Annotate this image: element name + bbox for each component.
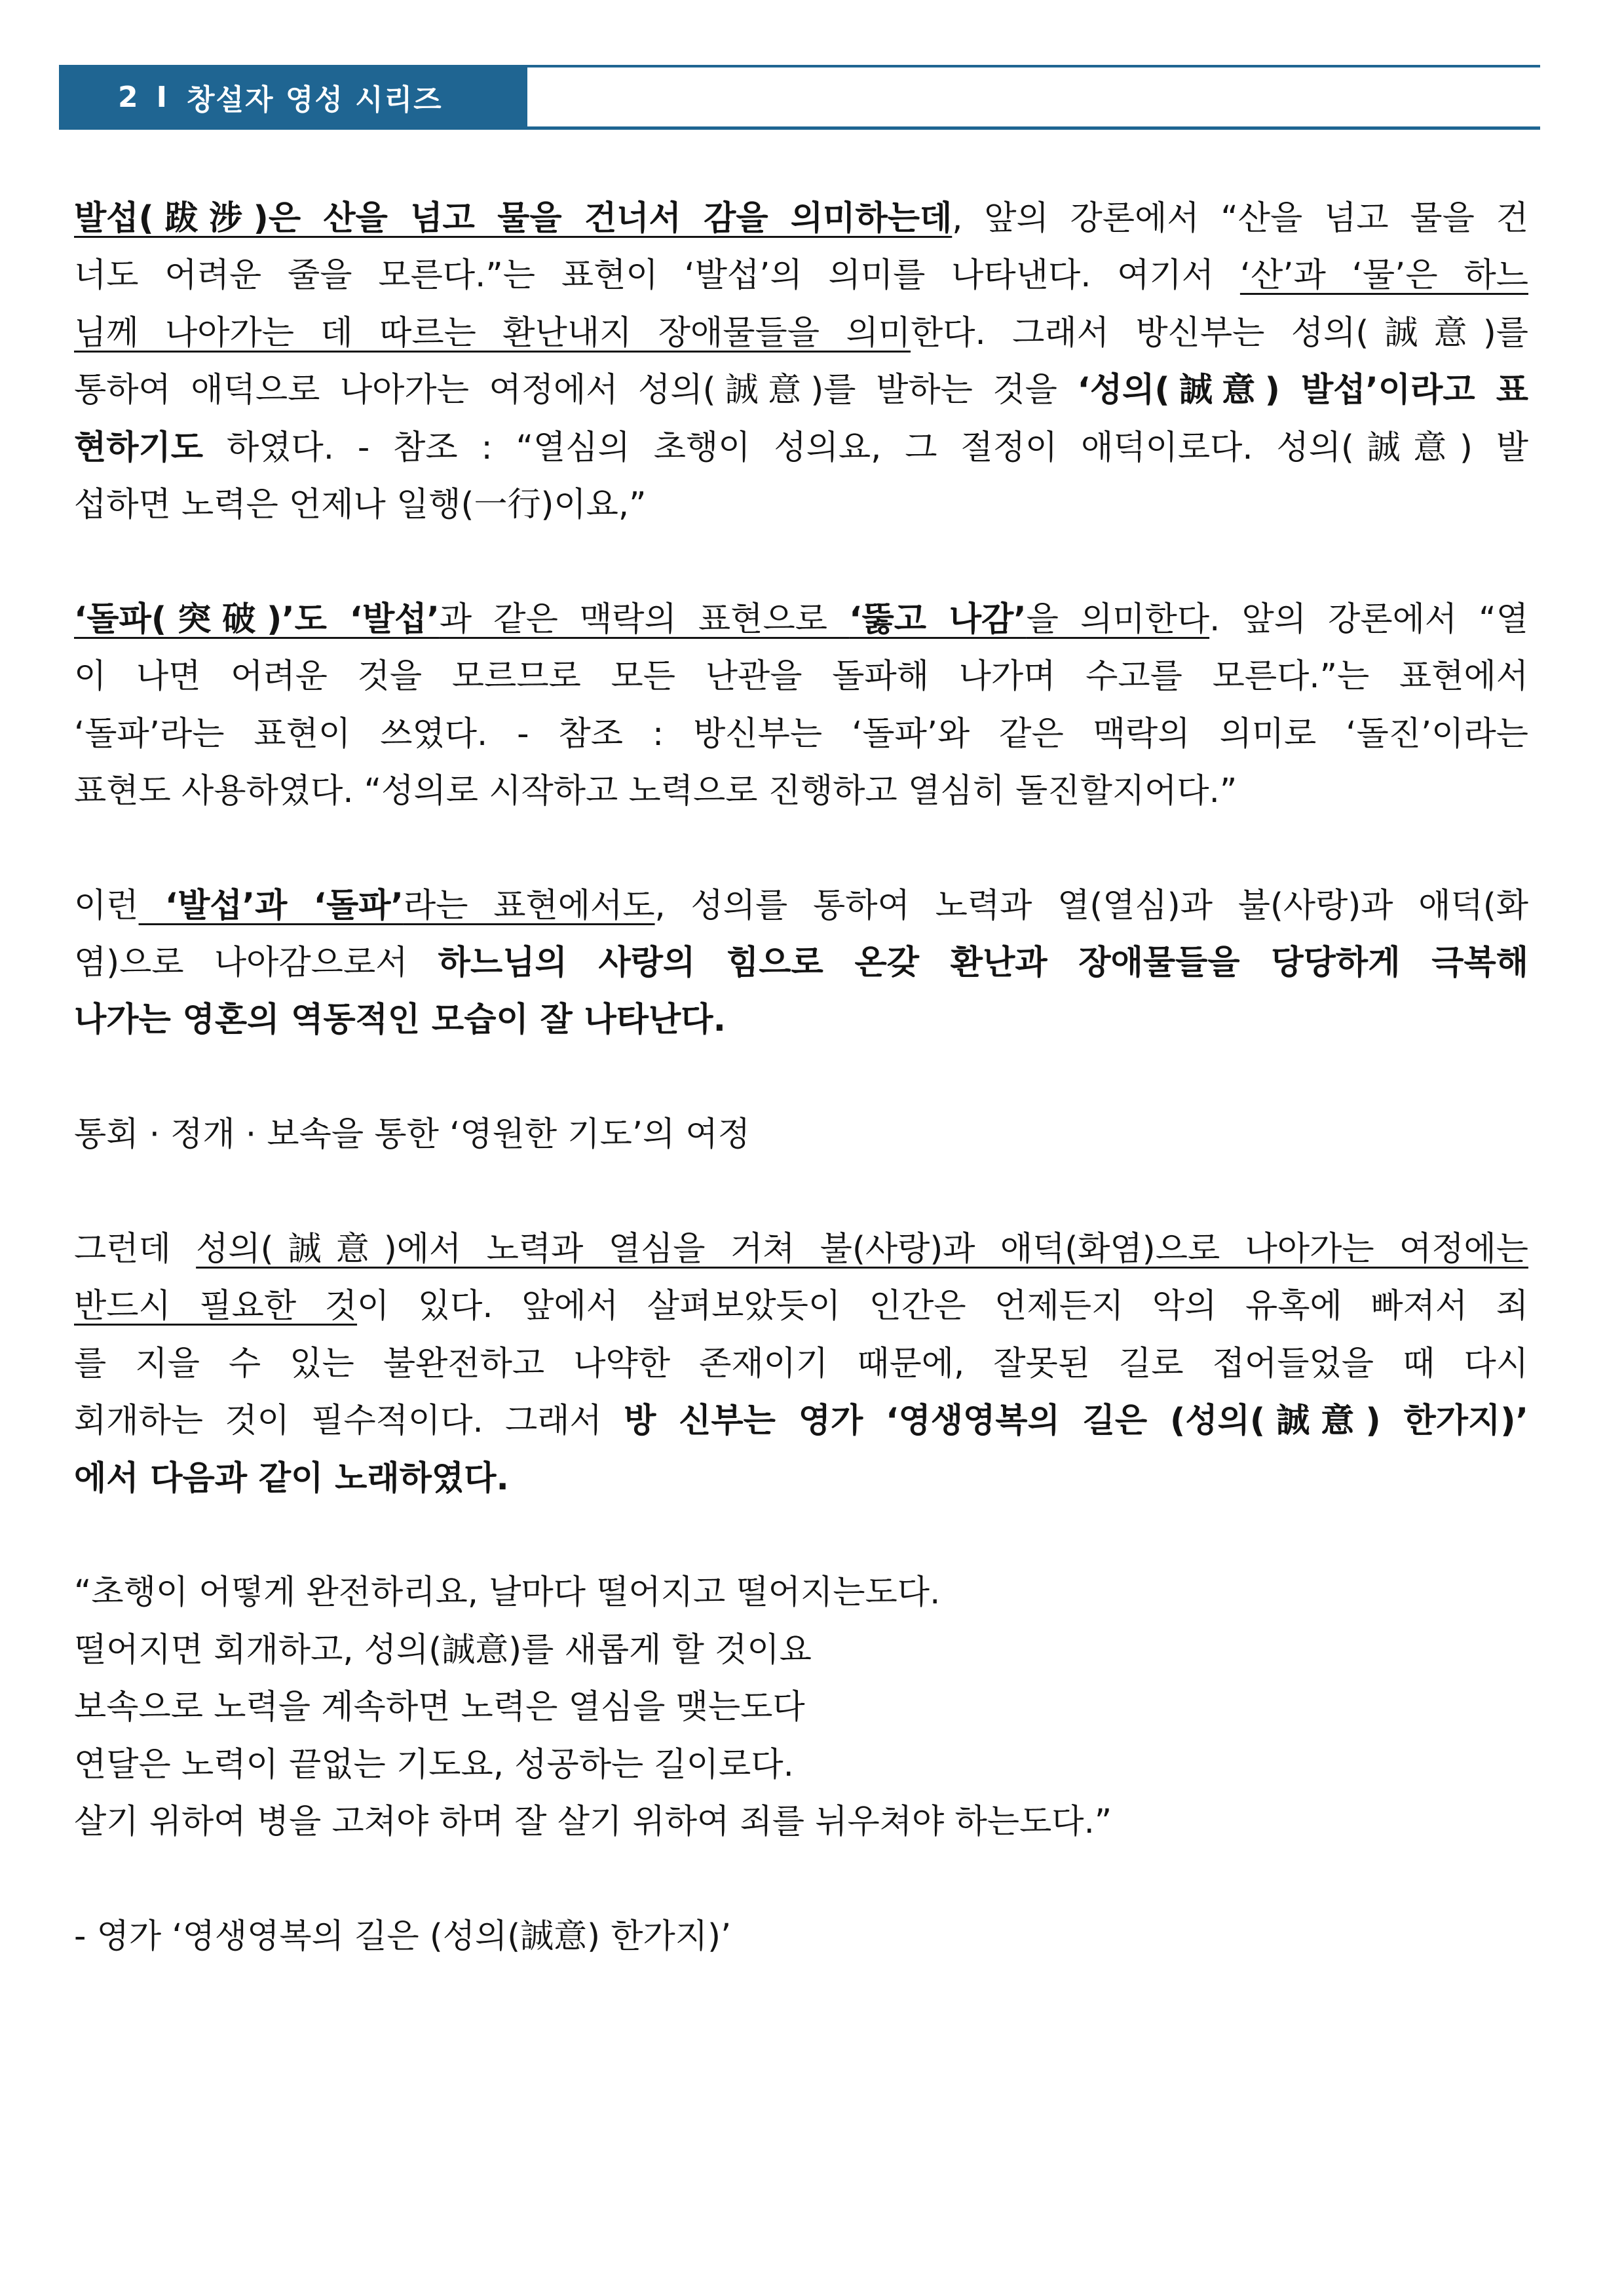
text-segment: 표현도 사용하였다. “성의로 시작하고 노력으로 진행하고 열심히 돌진할지어다.” (74, 771, 1237, 811)
emphasized-text: 반드시 필요한 것 (74, 1287, 358, 1326)
header-bar (59, 67, 527, 126)
text-line (74, 1450, 1528, 1507)
text-segment: 하였다. - 참조 : “열심의 초행이 성의요, 그 절정이 애덕이로다. 성의(誠意) 발 (203, 428, 1528, 467)
emphasized-text: 에서 다음과 같이 노래하였다. (74, 1459, 509, 1498)
paragraph (74, 591, 1528, 820)
text-line (74, 1392, 1528, 1449)
text-line (74, 763, 1528, 820)
text-line (74, 1278, 1528, 1335)
text-line (74, 1908, 1528, 1965)
text-segment: 이런 (74, 886, 139, 925)
emphasized-text: 을 의미한다 (1026, 600, 1210, 639)
emphasized-text: ‘발섭’과 ‘돌파’ (138, 886, 404, 925)
emphasized-text: ‘뚫고 나감’ (849, 600, 1027, 639)
emphasized-text: 라는 표현에서도 (403, 886, 655, 925)
text-segment: 이 나면 어려운 것을 모르므로 모든 난관을 돌파해 나가며 수고를 모른다.”는 표현에서 (74, 657, 1528, 697)
emphasized-text: 방 신부는 영가 ‘영생영복의 길은 (성의(誠意) 한가지)’ (624, 1402, 1528, 1441)
text-segment: ‘돌파’라는 표현이 쓰였다. - 참조 : 방신부는 ‘돌파’와 같은 맥락의 의미로 ‘돌진’이라는 (74, 714, 1528, 754)
text-segment: 염)으로 나아감으로서 (74, 944, 438, 983)
text-segment: 통회 · 정개 · 보속을 통한 ‘영원한 기도’의 여정 (74, 1115, 751, 1155)
text-segment: 회개하는 것이 필수적이다. 그래서 (74, 1402, 624, 1441)
emphasized-text: 나가는 영혼의 역동적인 모습이 잘 나타난다. (74, 1001, 726, 1040)
text-line (74, 591, 1528, 648)
emphasized-text: 발섭(跋涉)은 산을 넘고 물을 건너서 감을 의미하는데 (74, 199, 953, 238)
verse-block (74, 1564, 1528, 1850)
series-title: 창설자 영성 시리즈 (187, 83, 443, 117)
emphasized-text: 님께 나아가는 데 따르는 환난내지 장애물들을 의미 (74, 313, 911, 353)
text-segment: 연달은 노력이 끝없는 기도요, 성공하는 길이로다. (74, 1745, 794, 1784)
paragraph (74, 877, 1528, 1049)
text-line (74, 362, 1528, 419)
emphasized-text: 하느님의 사랑의 힘으로 온갖 환난과 장애물들을 당당하게 극복해 (438, 944, 1528, 983)
text-line (74, 305, 1528, 362)
article-body (74, 190, 1528, 2023)
text-line (74, 648, 1528, 705)
text-segment: 한다. 그래서 방신부는 성의(誠意)를 (911, 313, 1528, 353)
paragraph (74, 1221, 1528, 1507)
emphasized-text: 과 같은 맥락의 표현으로 (439, 600, 850, 639)
text-segment: 통하여 애덕으로 나아가는 여정에서 성의(誠意)를 발하는 것을 (74, 371, 1078, 410)
text-segment: 살기 위하여 병을 고쳐야 하며 잘 살기 위하여 죄를 뉘우쳐야 하는도다.” (74, 1802, 1112, 1841)
text-line (74, 877, 1528, 934)
text-segment: - 영가 ‘영생영복의 길은 (성의(誠意) 한가지)’ (74, 1917, 732, 1956)
header-separator: I (156, 80, 167, 114)
text-segment: 섭하면 노력은 언제나 일행(一行)이요,” (74, 485, 647, 524)
text-segment: 이 있다. 앞에서 살펴보았듯이 인간은 언제든지 악의 유혹에 빠져서 죄 (357, 1287, 1528, 1326)
emphasized-text: ‘돌파(突破)’도 ‘발섭’ (74, 600, 440, 639)
text-line (74, 706, 1528, 763)
text-line (74, 1622, 1528, 1679)
text-segment: 그런데 (74, 1230, 197, 1269)
emphasized-text: ‘산’과 ‘물’은 하느 (1239, 256, 1528, 296)
text-segment: , 성의를 통하여 노력과 열(열심)과 불(사랑)과 애덕(화 (654, 886, 1528, 925)
text-segment: . 앞의 강론에서 “열 (1209, 600, 1528, 639)
text-line (74, 1736, 1528, 1793)
text-line (74, 934, 1528, 991)
text-line (74, 476, 1528, 533)
text-segment: 너도 어려운 줄을 모른다.”는 표현이 ‘발섭’의 의미를 나타낸다. 여기서 (74, 256, 1240, 296)
emphasized-text: 현하기도 (74, 428, 204, 467)
text-segment: 를 지을 수 있는 불완전하고 나약한 존재이기 때문에, 잘못된 길로 접어들었을 때 다시 (74, 1344, 1528, 1383)
text-line (74, 1679, 1528, 1736)
series-header (59, 65, 1540, 130)
paragraph (74, 190, 1528, 533)
text-segment: “초행이 어떻게 완전하리요, 날마다 떨어지고 떨어지는도다. (74, 1573, 941, 1613)
text-line (74, 1335, 1528, 1392)
text-line (74, 419, 1528, 476)
text-line (74, 991, 1528, 1048)
text-segment: , 앞의 강론에서 “산을 넘고 물을 건 (952, 199, 1528, 238)
text-segment: 떨어지면 회개하고, 성의(誠意)를 새롭게 할 것이요 (74, 1630, 812, 1670)
emphasized-text: 성의(誠意)에서 노력과 열심을 거쳐 불(사랑)과 애덕(화염)으로 나아가는 여정에는 (196, 1230, 1528, 1269)
text-segment: 보속으로 노력을 계속하면 노력은 열심을 맺는도다 (74, 1688, 805, 1727)
text-line (74, 1793, 1528, 1850)
text-line (74, 1221, 1528, 1278)
text-line (74, 1564, 1528, 1621)
emphasized-text: ‘성의(誠意) 발섭’이라고 표 (1077, 371, 1528, 410)
page-number: 2 (118, 80, 138, 114)
text-line (74, 1106, 1528, 1163)
section-heading (74, 1106, 1528, 1163)
text-line (74, 247, 1528, 304)
text-line (74, 190, 1528, 247)
citation (74, 1908, 1528, 1965)
